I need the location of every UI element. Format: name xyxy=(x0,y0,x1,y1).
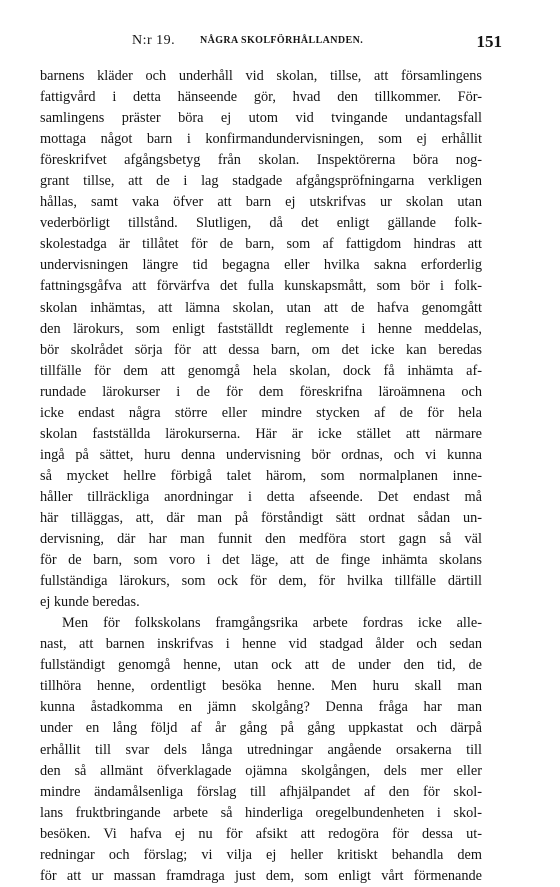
text-line: fattningsgåfva att förvärfva det fulla kunskapsmått, som bör i folk- xyxy=(40,278,482,295)
text-line: fullständigt genomgå henne, utan ock att de under den tid, de xyxy=(40,657,482,674)
text-line: lans fruktbringande arbete så hinderliga oregelbundenheten i skol- xyxy=(40,804,482,821)
text-line: undervisningen längre tid begagna eller hvilka sakna erforderlig xyxy=(40,257,482,274)
text-line: erhållit till svar dels långa utredningar angående orsakerna till xyxy=(40,741,482,758)
text-line: tillhöra henne, ordentligt besöka henne. Men huru skall man xyxy=(40,678,482,695)
paragraph-start-line: Men för folkskolans framgångsrika arbete fordras icke alle- xyxy=(62,615,482,632)
text-line: skolan inhämtas, att lämna skolan, utan att de hafva genomgått xyxy=(40,299,482,316)
text-line: så mycket hellre förbigå talet härom, som normalplanen inne- xyxy=(40,467,482,484)
text-line: icke endast några större eller mindre stycken af de för hela xyxy=(40,404,482,421)
text-line: håller tillräckliga anordningar i detta afseende. Det endast må xyxy=(40,488,482,505)
issue-number: N:r 19. xyxy=(132,33,176,48)
body-text xyxy=(40,66,482,887)
text-line: föreskrifvet afgångsbetyg från skolan. Inspektörerna böra nog- xyxy=(40,152,482,169)
text-line: vederbörligt tillstånd. Slutligen, då det enligt gällande folk- xyxy=(40,215,482,232)
text-line: här tilläggas, att, där man på förståndigt sätt ordnat sådan un- xyxy=(40,509,482,526)
text-line: hållas, samt vaka öfver att barn ej utskrifvas ur skolan utan xyxy=(40,194,482,211)
text-line: nast, att barnen inskrifvas i henne vid stadgad ålder och sedan xyxy=(40,636,482,653)
text-line: skolestadga är tillåtet för de barn, som af fattigdom hindras att xyxy=(40,236,482,253)
text-line: ingå på sättet, huru denna undervisning bör ordnas, och vi kunna xyxy=(40,446,482,463)
running-title: NÅGRA SKOLFÖRHÅLLANDEN. xyxy=(200,35,364,46)
text-line: den så allmänt öfverklagade ojämna skolgången, dels mer eller xyxy=(40,762,482,779)
text-line: fullständiga lärokurs, som ock för dem, för hvilka tillfälle därtill xyxy=(40,573,482,590)
text-line: kunna åstadkomma en jämn skolgång? Denna fråga har man xyxy=(40,699,482,716)
text-line: grant tillse, att de i lag stadgade afgångspröfningarna verkligen xyxy=(40,173,482,190)
text-line: dervisning, där har man funnit den medföra stort gagn så väl xyxy=(40,531,482,548)
text-line: barnens kläder och underhåll vid skolan, tillse, att församlingens xyxy=(40,68,482,84)
running-header xyxy=(38,32,502,55)
text-line: skolan fastställda lärokurserna. Här är icke stället att närmare xyxy=(40,425,482,442)
text-line: redningar och förslag; vi vilja ej heller kritiskt behandla dem xyxy=(40,846,482,863)
text-line: den lärokurs, som enligt fastställdt reglemente i henne meddelas, xyxy=(40,320,482,337)
paragraph-end-line: ej kunde beredas. xyxy=(40,594,140,611)
text-line: mottaga något barn i konfirmandundervisningen, som ej erhållit xyxy=(40,131,482,148)
text-line: bör skolrådet sörja för att dessa barn, om det icke kan beredas xyxy=(40,341,482,358)
page-number: 151 xyxy=(476,32,502,51)
text-line: mindre ändamålsenliga förslag till afhjälpandet af den för skol- xyxy=(40,783,482,800)
text-line: under en lång följd af år gång på gång uppkastat och därpå xyxy=(40,720,482,737)
text-line: för att ur massan framdraga just dem, som enligt vårt förmenande xyxy=(40,867,482,884)
text-line: fattigvård i detta hänseende gör, hvad den tillkommer. För- xyxy=(40,89,482,106)
text-line: rundade lärokurser i de för dem föreskrifna läroämnena och xyxy=(40,383,482,400)
text-line: tillfälle för dem att genomgå hela skolan, dock få inhämta af- xyxy=(40,362,482,379)
text-line: samlingens präster böra ej utom vid tvingande undantagsfall xyxy=(40,110,482,127)
text-line: besöken. Vi hafva ej nu för afsikt att redogöra för dessa ut- xyxy=(40,825,482,842)
text-line: för de barn, som voro i det läge, att de finge inhämta skolans xyxy=(40,552,482,569)
